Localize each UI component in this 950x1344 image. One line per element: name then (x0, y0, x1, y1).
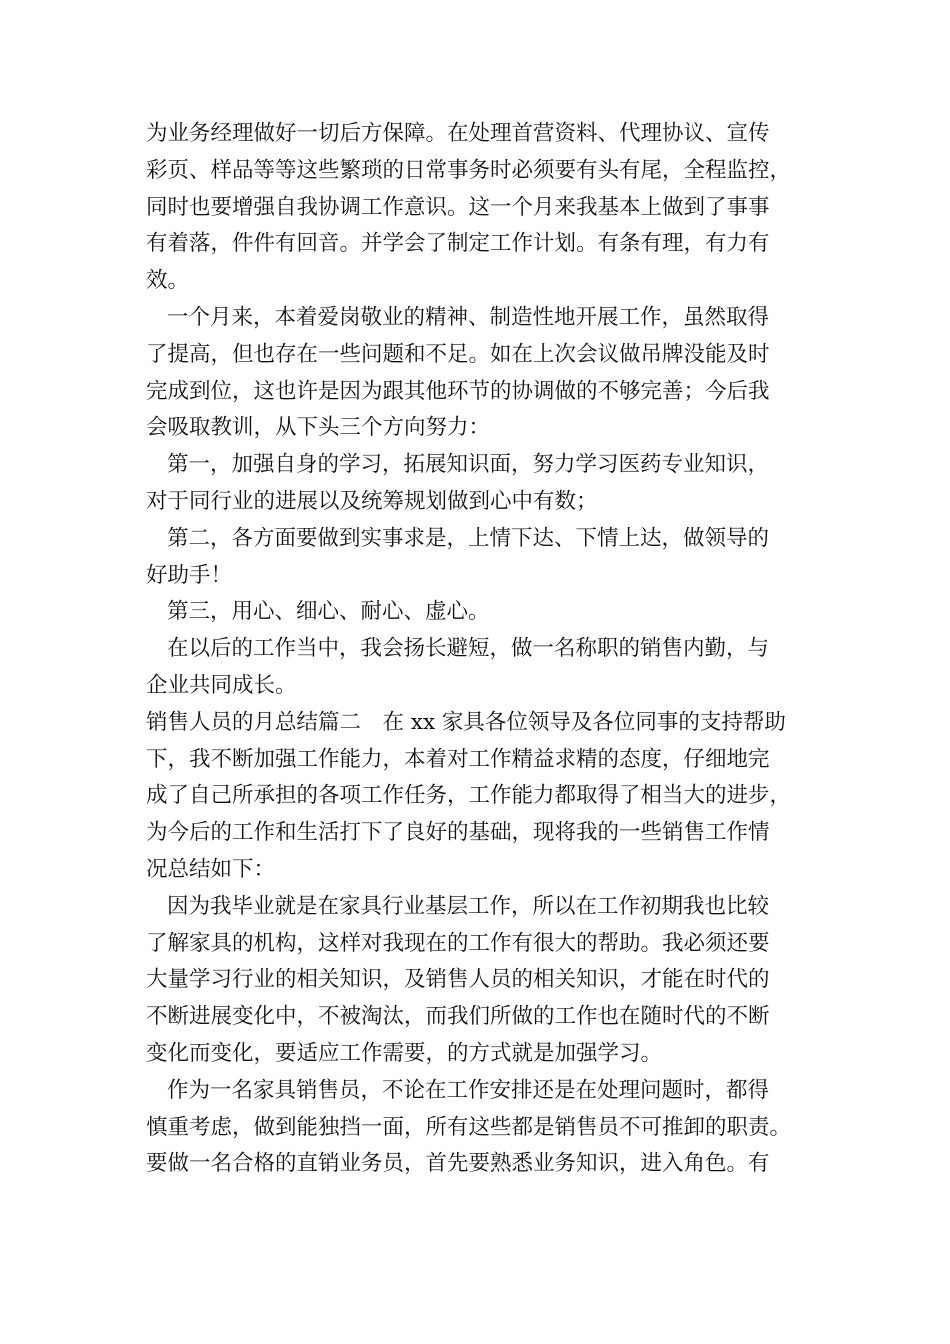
text-line: 变化而变化，要适应工作需要，的方式就是加强学习。 (146, 1040, 663, 1066)
text-line: 效。 (146, 268, 190, 294)
text-line: 第一，加强自身的学习，拓展知识面，努力学习医药专业知识， (167, 452, 770, 478)
text-line: 完成到位，这也许是因为跟其他环节的协调做的不够完善；今后我 (146, 378, 770, 404)
text-line: 大量学习行业的相关知识，及销售人员的相关知识，才能在时代的 (146, 967, 770, 993)
text-line: 销售人员的月总结篇二 在 xx 家具各位领导及各位同事的支持帮助 (146, 709, 786, 735)
text-line: 彩页、样品等等这些繁琐的日常事务时必须要有头有尾，全程监控， (146, 157, 792, 183)
text-line: 为业务经理做好一切后方保障。在处理首营资料、代理协议、宣传 (146, 121, 770, 146)
text-line: 作为一名家具销售员，不论在工作安排还是在处理问题时，都得 (167, 1077, 770, 1103)
text-line: 好助手！ (146, 562, 233, 588)
text-line: 要做一名合格的直销业务员，首先要熟悉业务知识，进入角色。有 (146, 1151, 770, 1177)
text-line: 对于同行业的进展以及统筹规划做到心中有数； (146, 488, 598, 514)
document-body (146, 116, 810, 1183)
text-line: 第二，各方面要做到实事求是，上情下达、下情上达，做领导的 (167, 525, 770, 551)
text-line: 有着落，件件有回音。并学会了制定工作计划。有条有理，有力有 (146, 231, 770, 257)
text-line: 慎重考虑，做到能独挡一面，所有这些都是销售员不可推卸的职责。 (146, 1114, 792, 1140)
text-line: 了解家具的机构，这样对我现在的工作有很大的帮助。我必须还要 (146, 930, 770, 956)
text-line: 下，我不断加强工作能力，本着对工作精益求精的态度，仔细地完 (146, 746, 770, 772)
text-line: 在以后的工作当中，我会扬长避短，做一名称职的销售内勤，与 (167, 636, 770, 662)
text-line: 同时也要增强自我协调工作意识。这一个月来我基本上做到了事事 (146, 194, 770, 220)
text-line: 因为我毕业就是在家具行业基层工作，所以在工作初期我也比较 (167, 893, 770, 919)
text-line: 为今后的工作和生活打下了良好的基础，现将我的一些销售工作情 (146, 820, 770, 846)
text-line: 不断进展变化中，不被淘汰，而我们所做的工作也在随时代的不断 (146, 1004, 770, 1030)
text-line: 况总结如下： (146, 856, 276, 882)
text-line: 会吸取教训，从下头三个方向努力： (146, 415, 491, 441)
text-line: 第三，用心、细心、耐心、虚心。 (167, 599, 490, 625)
text-line: 一个月来，本着爱岗敬业的精神、制造性地开展工作，虽然取得 (167, 304, 770, 330)
text-line: 企业共同成长。 (146, 672, 297, 698)
text-line: 成了自己所承担的各项工作任务，工作能力都取得了相当大的进步， (146, 783, 792, 809)
text-line: 了提高，但也存在一些问题和不足。如在上次会议做吊牌没能及时 (146, 341, 770, 367)
